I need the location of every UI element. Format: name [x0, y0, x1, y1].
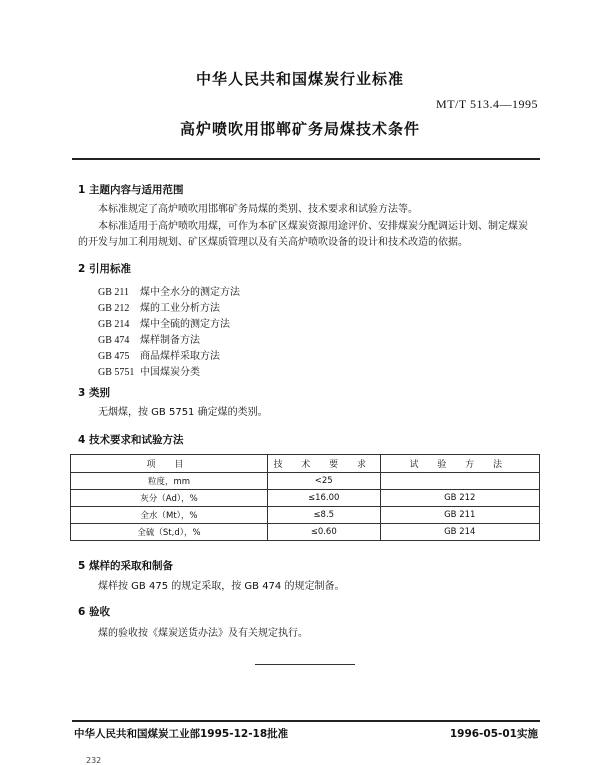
row-item: 全水（Mt），%: [71, 507, 268, 524]
section-4-heading: 4 技术要求和试验方法: [78, 434, 184, 446]
reference-name: 商品煤样采取方法: [140, 351, 220, 362]
document-title: 高炉喷吹用邯郸矿务局煤技术条件: [179, 120, 420, 138]
section-1-paragraph-2a: 本标准适用于高炉喷吹用煤，可作为本矿区煤炭资源用途评价、安排煤炭分配调运计划、制定煤炭: [98, 221, 528, 232]
standard-code: MT/T 513.4—1995: [436, 97, 538, 111]
row-requirement: ≤8.5: [267, 507, 380, 524]
reference-code: GB 211: [98, 287, 130, 298]
row-method: GB 214: [380, 524, 539, 541]
row-method: GB 211: [380, 507, 539, 524]
row-method: GB 212: [380, 490, 539, 507]
table-row: [71, 524, 540, 541]
reference-code: GB 214: [98, 319, 130, 330]
row-item: 粒度，mm: [71, 473, 268, 490]
table-row: [71, 473, 540, 490]
end-rule: [255, 664, 355, 665]
section-1-paragraph-2b: 的开发与加工利用规划、矿区煤质管理以及有关高炉喷吹设备的设计和技术改造的依据。: [78, 237, 468, 248]
section-3-paragraph: 无烟煤，按 GB 5751 确定煤的类别。: [98, 407, 268, 418]
table-header-row: [71, 455, 540, 473]
reference-name: 煤的工业分析方法: [140, 303, 220, 314]
section-6-paragraph: 煤的验收按《煤炭送货办法》及有关规定执行。: [98, 628, 308, 639]
reference-item: [98, 347, 220, 362]
row-requirement: ≤0.60: [267, 524, 380, 541]
reference-name: 煤中全水分的测定方法: [140, 287, 240, 298]
column-header-method: 试 验 方 法: [380, 455, 539, 473]
row-requirement: ≤16.00: [267, 490, 380, 507]
section-5-heading: 5 煤样的采取和制备: [78, 560, 173, 572]
row-requirement: <25: [267, 473, 380, 490]
section-3-heading: 3 类别: [78, 387, 110, 399]
reference-code: GB 475: [98, 351, 130, 362]
reference-item: [98, 331, 200, 346]
row-item: 全硫（St,d），%: [71, 524, 268, 541]
reference-item: [98, 363, 200, 378]
section-1-heading: 1 主题内容与适用范围: [78, 184, 184, 196]
table-row: [71, 507, 540, 524]
reference-item: [98, 315, 230, 330]
reference-item: [98, 283, 240, 298]
table-row: [71, 490, 540, 507]
footer-rule: [72, 720, 540, 722]
section-5-paragraph: 煤样按 GB 475 的规定采取，按 GB 474 的规定制备。: [98, 581, 345, 592]
page-number: 232: [86, 756, 102, 765]
reference-name: 煤样制备方法: [140, 335, 200, 346]
section-6-heading: 6 验收: [78, 606, 110, 618]
row-item: 灰分（Ad），%: [71, 490, 268, 507]
row-method: [380, 473, 539, 490]
implementation-date: 1996-05-01实施: [449, 728, 538, 740]
reference-code: GB 5751: [98, 367, 135, 378]
reference-name: 煤中全硫的测定方法: [140, 319, 230, 330]
reference-code: GB 474: [98, 335, 130, 346]
reference-item: [98, 299, 220, 314]
column-header-requirement: 技 术 要 求: [267, 455, 380, 473]
header-rule: [72, 158, 540, 160]
section-1-paragraph-1: 本标准规定了高炉喷吹用邯郸矿务局煤的类别、技术要求和试验方法等。: [98, 204, 418, 215]
standard-org-title: 中华人民共和国煤炭行业标准: [195, 70, 404, 88]
column-header-item: 项 目: [71, 455, 268, 473]
section-2-heading: 2 引用标准: [78, 263, 131, 275]
tech-requirements-table: [70, 454, 540, 541]
reference-name: 中国煤炭分类: [140, 367, 200, 378]
reference-code: GB 212: [98, 303, 130, 314]
approval-line: 中华人民共和国煤炭工业部1995-12-18批准: [74, 728, 289, 740]
